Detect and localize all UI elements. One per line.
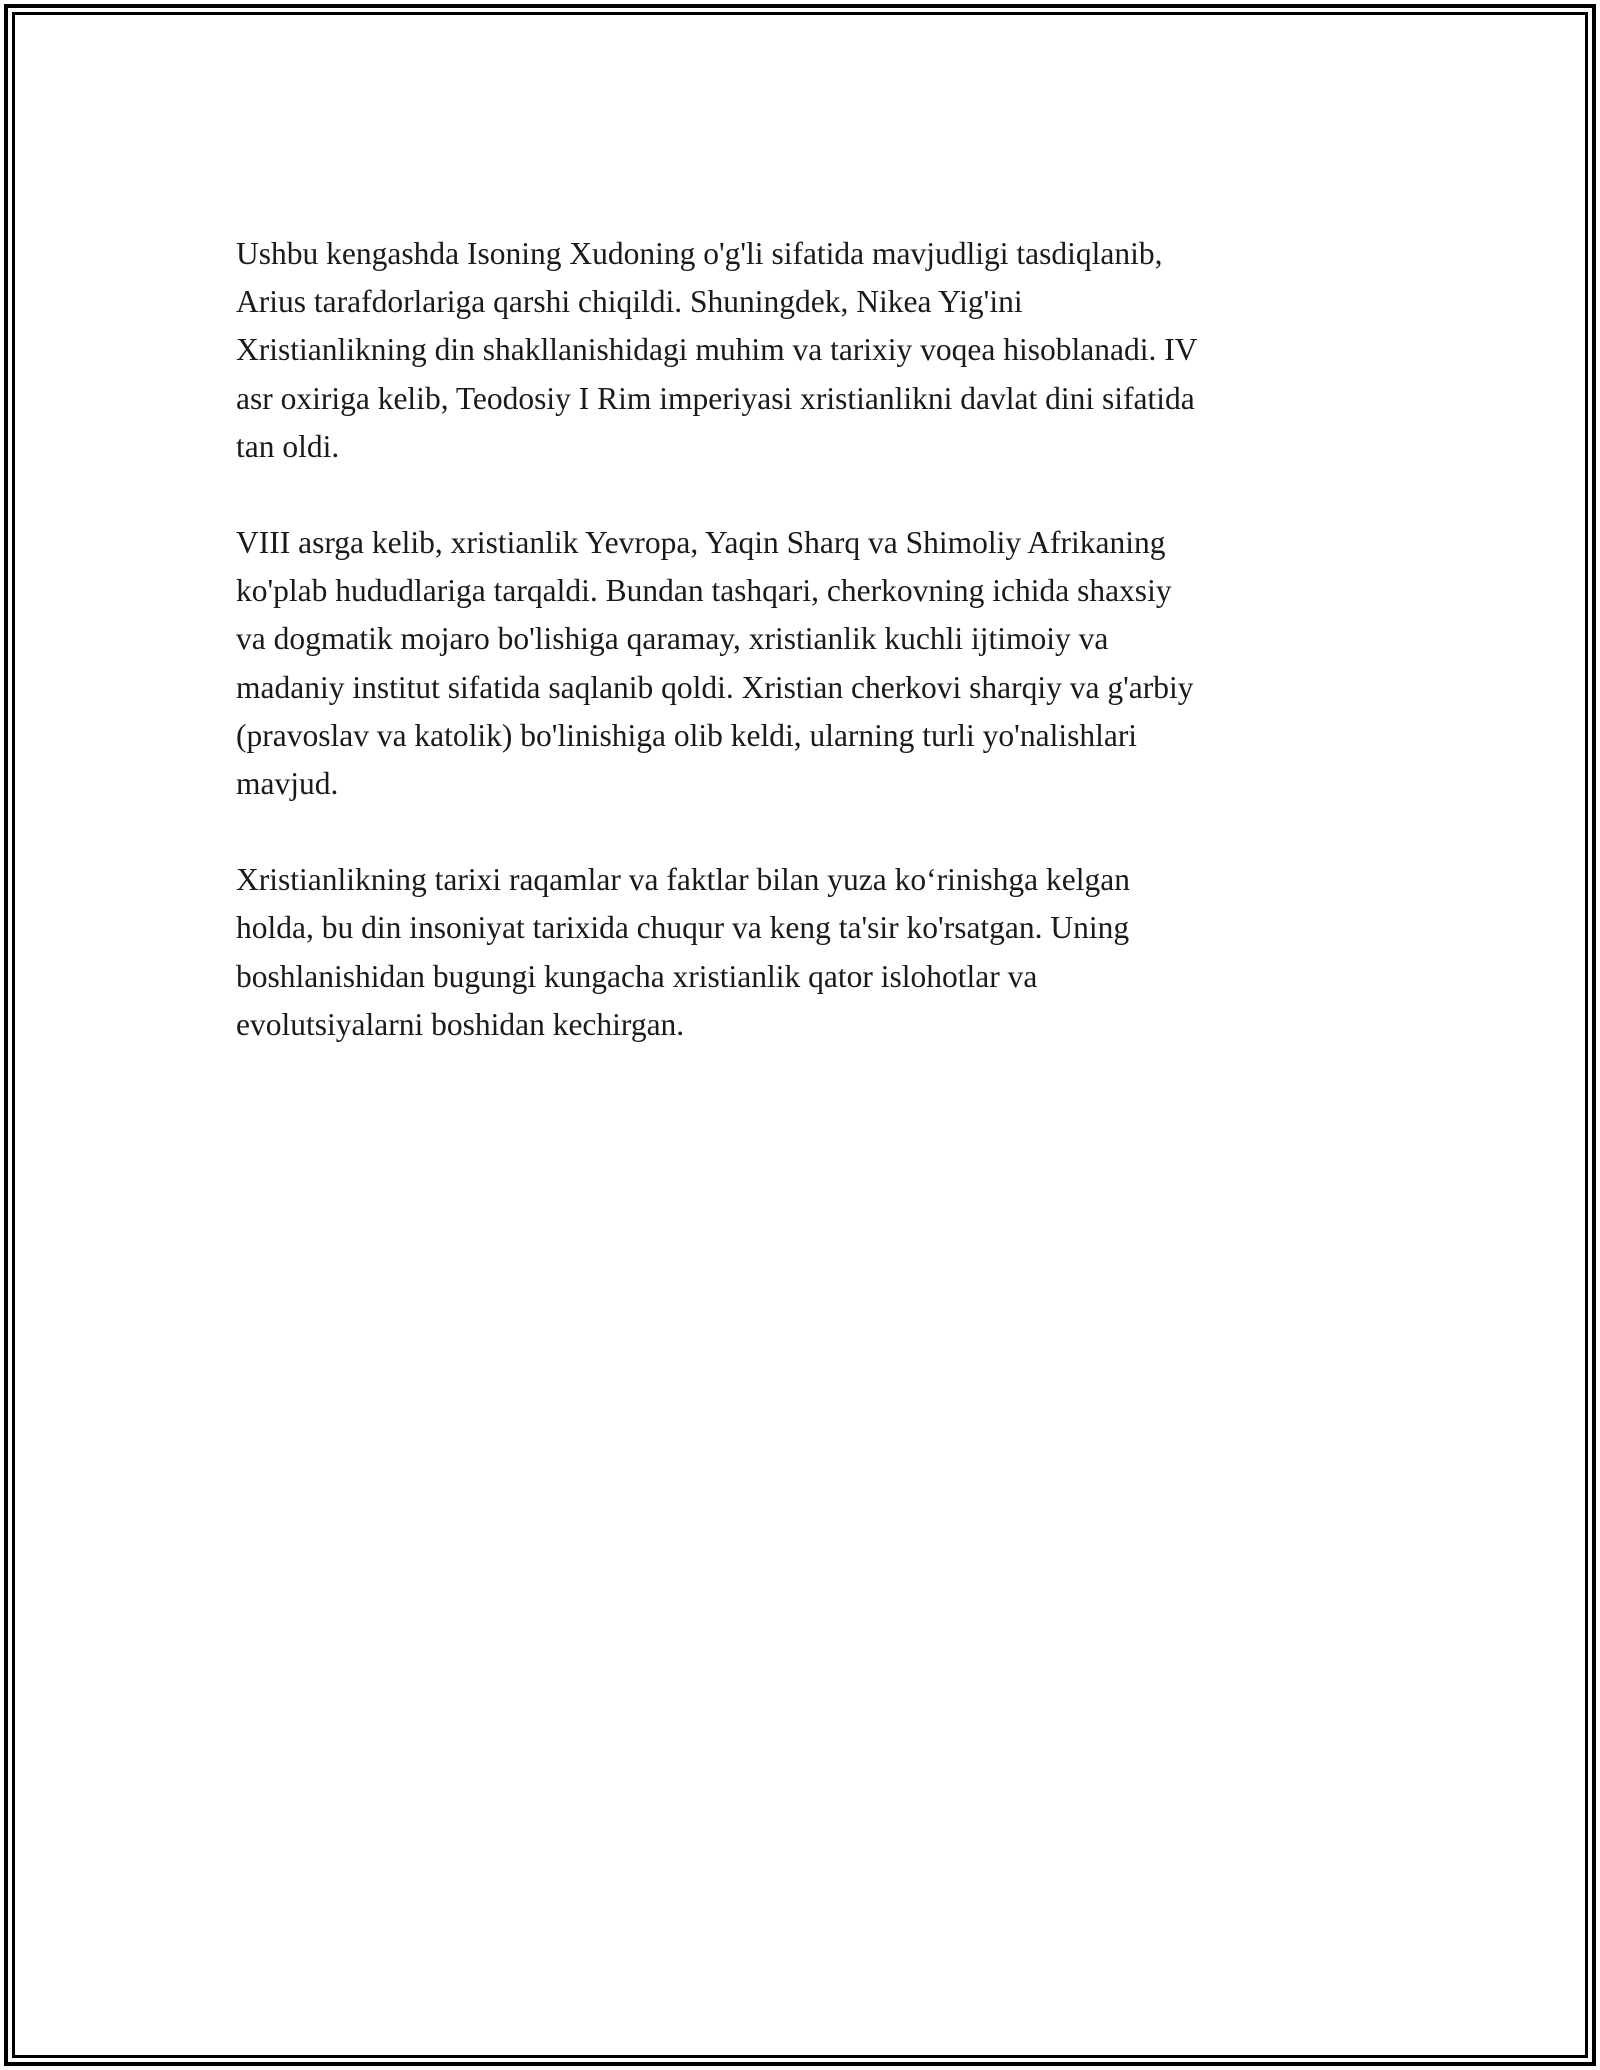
text-line: Xristianlikning tarixi raqamlar va faktlar bilan yuza ko‘rinishga kelgan [236, 862, 1130, 898]
text-line: va dogmatik mojaro bo'lishiga qaramay, xristianlik kuchli ijtimoiy va [236, 621, 1109, 657]
paragraph-1 [236, 230, 1366, 471]
text-line: Arius tarafdorlariga qarshi chiqildi. Shuningdek, Nikea Yig'ini [236, 284, 1023, 320]
text-line: madaniy institut sifatida saqlanib qoldi. Xristian cherkovi sharqiy va g'arbiy [236, 669, 1194, 705]
paragraph-3 [236, 856, 1366, 1049]
text-line: Ushbu kengashda Isoning Xudoning o'g'li sifatida mavjudligi tasdiqlanib, [236, 236, 1163, 271]
text-line: evolutsiyalarni boshidan kechirgan. [236, 1006, 685, 1042]
text-line: tan oldi. [236, 428, 340, 464]
text-line: boshlanishidan bugungi kungacha xristianlik qator islohotlar va [236, 958, 1038, 994]
text-line: ko'plab hududlariga tarqaldi. Bundan tashqari, cherkovning ichida shaxsiy [236, 573, 1172, 609]
text-line: mavjud. [236, 766, 339, 802]
text-line: holda, bu din insoniyat tarixida chuqur va keng ta'sir ko'rsatgan. Uning [236, 910, 1130, 946]
text-line: VIII asrga kelib, xristianlik Yevropa, Yaqin Sharq va Shimoliy Afrikaning [236, 525, 1166, 561]
text-line: Xristianlikning din shakllanishidagi muhim va tarixiy voqea hisoblanadi. IV [236, 332, 1198, 368]
document-body [236, 230, 1366, 1097]
text-line: asr oxiriga kelib, Teodosiy I Rim imperiyasi xristianlikni davlat dini sifatida [236, 380, 1195, 416]
paragraph-2 [236, 519, 1366, 808]
text-line: (pravoslav va katolik) bo'linishiga olib keldi, ularning turli yo'nalishlari [236, 717, 1138, 753]
